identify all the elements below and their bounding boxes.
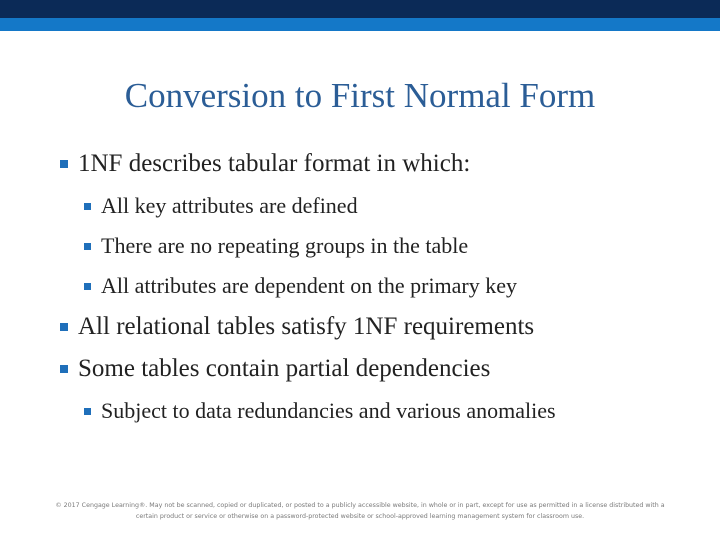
copyright-line: certain product or service or otherwise on a password-protected website or school-approved learning management system for classroom use.	[135, 513, 585, 520]
square-bullet-icon	[84, 243, 91, 250]
bullet-text: All relational tables satisfy 1NF requirements	[78, 313, 535, 340]
square-bullet-icon	[84, 283, 91, 290]
sub-bullet-item	[84, 398, 556, 424]
square-bullet-icon	[60, 323, 68, 331]
bullet-text: All key attributes are defined	[101, 193, 358, 218]
square-bullet-icon	[84, 408, 91, 415]
bullet-text: All attributes are dependent on the primary key	[101, 273, 518, 298]
square-bullet-icon	[60, 160, 68, 168]
bullet-item	[60, 150, 470, 178]
header-band-dark	[0, 0, 720, 18]
sub-bullet-item	[84, 233, 468, 259]
slide-title: Conversion to First Normal Form	[124, 76, 596, 115]
square-bullet-icon	[84, 203, 91, 210]
header-band-accent	[0, 18, 720, 31]
square-bullet-icon	[60, 365, 68, 373]
sub-bullet-item	[84, 193, 358, 219]
bullet-text: There are no repeating groups in the table	[101, 233, 469, 258]
bullet-item	[60, 355, 490, 383]
bullet-text: Subject to data redundancies and various anomalies	[101, 398, 556, 423]
sub-bullet-item	[84, 273, 517, 299]
copyright-line: © 2017 Cengage Learning®. May not be scanned, copied or duplicated, or posted to a publicly accessible website, in whole or in part, except for use as permitted in a license distributed with a	[55, 502, 665, 509]
bullet-item	[60, 313, 534, 341]
bullet-text: 1NF describes tabular format in which:	[78, 150, 471, 177]
bullet-text: Some tables contain partial dependencies	[78, 355, 491, 382]
copyright-footer	[30, 500, 690, 522]
